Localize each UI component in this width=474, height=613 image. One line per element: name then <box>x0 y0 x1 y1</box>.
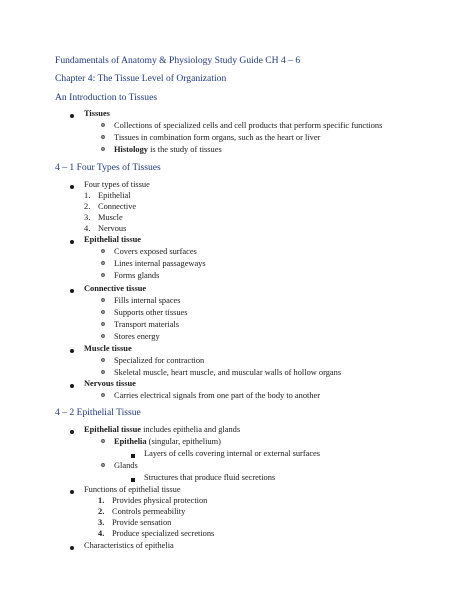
circle-bullet-icon: o <box>101 295 105 304</box>
list-item: Fills internal spaces <box>114 296 181 305</box>
list-item <box>114 144 222 155</box>
connective-term: Connective tissue <box>84 284 147 293</box>
list-item: Functions of epithelial tissue <box>84 485 181 494</box>
section-heading-intro: An Introduction to Tissues <box>55 92 158 103</box>
list-item: Forms glands <box>114 271 160 280</box>
list-number: 2. <box>98 507 105 516</box>
list-item: Produce specialized secretions <box>112 529 215 538</box>
muscle-term: Muscle tissue <box>84 344 132 353</box>
document-title: Fundamentals of Anatomy & Physiology Study Guide CH 4 – 6 <box>55 55 301 66</box>
tissues-term: Tissues <box>84 109 110 118</box>
nervous-term: Nervous tissue <box>84 379 136 388</box>
epithelia-text: (singular, epithelium) <box>146 437 221 446</box>
list-item: Tissues in combination form organs, such as the heart or liver <box>114 133 321 142</box>
list-item: Transport materials <box>114 320 180 329</box>
circle-bullet-icon: o <box>101 307 105 316</box>
circle-bullet-icon: o <box>101 390 105 399</box>
circle-bullet-icon: o <box>101 355 105 364</box>
circle-bullet-icon: o <box>101 319 105 328</box>
bullet-dot-icon <box>70 181 74 192</box>
list-item: Provides physical protection <box>112 496 208 505</box>
list-number: 4. <box>84 224 91 233</box>
bullet-dot-icon <box>70 486 74 497</box>
list-item: Muscle <box>98 213 123 222</box>
list-item: Layers of cells covering internal or external surfaces <box>144 449 321 458</box>
list-item: Controls permeability <box>112 507 186 516</box>
bullet-dot-icon <box>70 426 74 437</box>
list-item: Stores energy <box>114 332 160 341</box>
histology-text: is the study of tissues <box>147 145 222 154</box>
list-item <box>114 436 221 447</box>
list-item: Structures that produce fluid secretions <box>144 473 276 482</box>
circle-bullet-icon: o <box>101 331 105 340</box>
list-number: 2. <box>84 202 91 211</box>
list-item: Glands <box>114 461 138 470</box>
circle-bullet-icon: o <box>101 270 105 279</box>
list-item: Covers exposed surfaces <box>114 247 197 256</box>
section-heading-4-2: 4 – 2 Epithelial Tissue <box>55 407 141 418</box>
epithelial-term: Epithelial tissue <box>84 235 142 244</box>
list-number: 3. <box>84 213 91 222</box>
circle-bullet-icon: o <box>101 246 105 255</box>
circle-bullet-icon: o <box>101 258 105 267</box>
list-number: 1. <box>84 191 91 200</box>
list-item: Specialized for contraction <box>114 356 205 365</box>
circle-bullet-icon: o <box>101 132 105 141</box>
bullet-dot-icon <box>70 110 74 121</box>
circle-bullet-icon: o <box>101 460 105 469</box>
list-item: Lines internal passageways <box>114 259 206 268</box>
list-item: Connective <box>98 202 137 211</box>
list-item: Collections of specialized cells and cell products that perform specific functions <box>114 121 383 130</box>
list-item: Epithelial <box>98 191 131 200</box>
list-item: Four types of tissue <box>84 180 150 189</box>
list-item: Supports other tissues <box>114 308 188 317</box>
list-item: Characteristics of epithelia <box>84 541 174 550</box>
circle-bullet-icon: o <box>101 436 105 445</box>
epithelial-tissue-text: includes epithelia and glands <box>141 425 241 434</box>
epithelial-tissue-term: Epithelial tissue <box>84 425 142 434</box>
circle-bullet-icon: o <box>101 120 105 129</box>
list-number: 4. <box>98 529 105 538</box>
circle-bullet-icon: o <box>101 144 105 153</box>
list-item: Carries electrical signals from one part of the body to another <box>114 391 321 400</box>
list-item: Nervous <box>98 224 127 233</box>
bullet-dot-icon <box>70 285 74 296</box>
bullet-dot-icon <box>70 542 74 553</box>
list-item: Provide sensation <box>112 518 172 527</box>
list-number: 3. <box>98 518 105 527</box>
list-item <box>84 424 240 435</box>
list-number: 1. <box>98 496 105 505</box>
circle-bullet-icon: o <box>101 367 105 376</box>
section-heading-4-1: 4 – 1 Four Types of Tissues <box>55 162 161 173</box>
bullet-dot-icon <box>70 345 74 356</box>
list-item: Skeletal muscle, heart muscle, and muscular walls of hollow organs <box>114 368 342 377</box>
epithelia-term: Epithelia <box>114 437 147 446</box>
bullet-dot-icon <box>70 236 74 247</box>
histology-term: Histology <box>114 145 148 154</box>
bullet-dot-icon <box>70 380 74 391</box>
chapter-heading: Chapter 4: The Tissue Level of Organization <box>55 73 227 84</box>
